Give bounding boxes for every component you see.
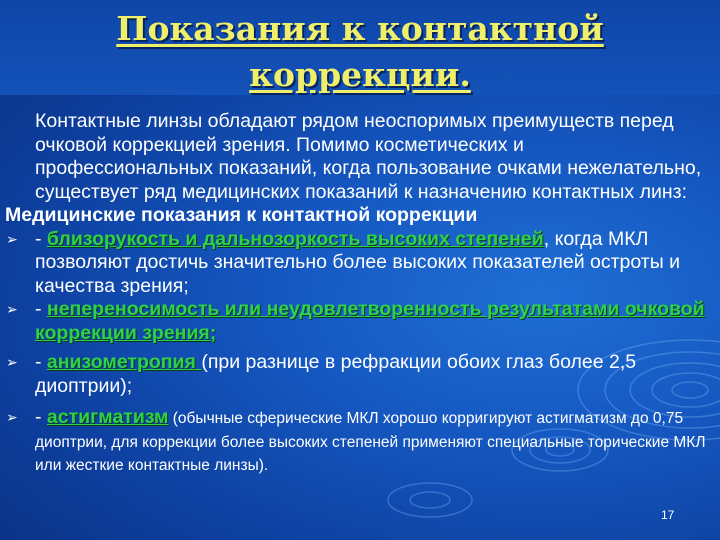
page-number: 17	[661, 508, 675, 522]
bullet-prefix: -	[35, 351, 47, 373]
bullet-prefix: -	[35, 227, 47, 250]
arrow-bullet-icon: ➢	[6, 301, 18, 317]
bullet-text: (обычные сферические МКЛ хорошо корригируют астигматизм до 0,75 диоптрии, для коррекции более высоких степеней применяют специальные торические МКЛ или жесткие контактные линзы).	[35, 410, 706, 474]
bullet-prefix: -	[35, 298, 47, 320]
bullet-text: , когда МКЛ позволяют достичь значительно более высоких показателей остроты и качества зрения;	[35, 227, 681, 297]
bullet-item	[0, 228, 716, 299]
bullet-highlight: анизометропия	[46, 351, 202, 373]
arrow-bullet-icon: ➢	[6, 409, 18, 425]
section-heading: Медицинские показания к контактной коррекции	[5, 204, 478, 226]
bullet-item	[0, 298, 716, 345]
slide-content	[0, 110, 716, 477]
slide-title: Показания к контактной коррекции.	[116, 9, 604, 94]
bullet-prefix: -	[35, 406, 47, 428]
arrow-bullet-icon: ➢	[6, 230, 18, 247]
bullet-item	[0, 406, 716, 477]
bullet-highlight: непереносимость или неудовлетворенность результатами очковой коррекции зрения;	[35, 298, 705, 344]
bullet-highlight: астигматизм	[46, 406, 169, 428]
bullet-text: (при разнице в рефракции обоих глаз более 2,5 диоптрии);	[35, 351, 637, 397]
bullet-item	[0, 351, 716, 398]
bullet-highlight: близорукость и дальнозоркость высоких степеней	[46, 227, 544, 250]
intro-paragraph: Контактные линзы обладают рядом неоспоримых преимуществ перед очковой коррекцией зрения. Помимо косметических и профессиональных показаний, когда пользование очками нежелательно, существует ряд медицинских показаний к назначению контактных линз:	[35, 110, 702, 203]
arrow-bullet-icon: ➢	[6, 354, 18, 370]
